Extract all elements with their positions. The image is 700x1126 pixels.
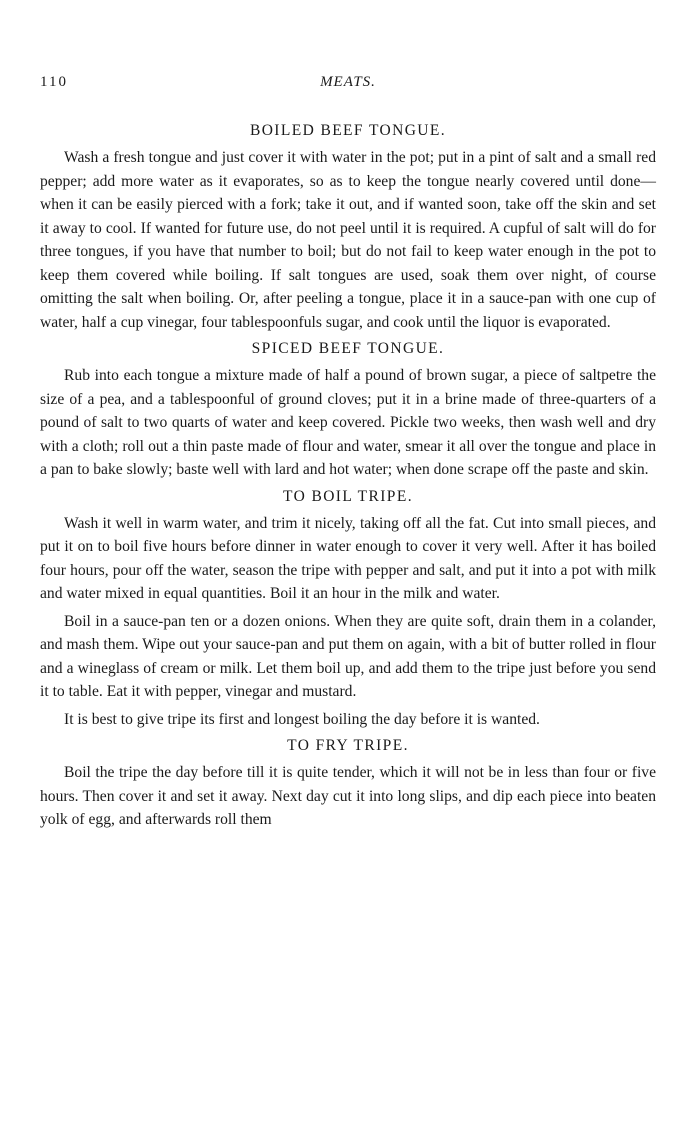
section-heading-spiced-beef-tongue: SPICED BEEF TONGUE. [251,340,445,357]
paragraph: Wash a fresh tongue and just cover it with water in the pot; put in a pint of salt and a small red pepper; add more water as it evaporates, so as to keep the tongue nearly covered until done—when it can be easily pierced with a fork; take it out, and if wanted soon, take off the skin and set it away to cool. If wanted for future use, do not peel until it is required. A cupful of salt will do for three tongues, if you have that number to boil; but do not fail to keep water enough in the pot to keep them covered while boiling. If salt tongues are used, soak them over night, of course omitting the salt when boiling. Or, after peeling a tongue, place it in a sauce-pan with one cup of water, half a cup vinegar, four tablespoonfuls sugar, and cook until the liquor is evaporated. [40,149,656,331]
section-heading-boiled-beef-tongue: BOILED BEEF TONGUE. [249,122,447,139]
paragraph: Rub into each tongue a mixture made of half a pound of brown sugar, a piece of saltpetre the size of a pea, and a tablespoonful of ground cloves; put it in a brine made of three-quarters of a pound of salt to two quarts of water and keep covered. Pickle two weeks, then wash well and dry with a cloth; roll out a thin paste made of flour and water, smear it all over the tongue and place in a pan to bake slowly; baste well with lard and hot water; when done scrape off the paste and skin. [40,367,656,478]
paragraph: Wash it well in warm water, and trim it nicely, taking off all the fat. Cut into small pieces, and put it on to boil five hours before dinner in water enough to cover it very well. After it has boiled four hours, pour off the water, season the tripe with pepper and salt, and put it into a pot with milk and water mixed in equal quantities. Boil it an hour in the milk and water. [40,514,656,602]
section-heading-to-boil-tripe: TO BOIL TRIPE. [283,487,413,505]
section-heading-to-fry-tripe: TO FRY TRIPE. [287,737,409,754]
paragraph: Boil in a sauce-pan ten or a dozen onions. When they are quite soft, drain them in a colander, and mash them. Wipe out your sauce-pan and put them on again, with a bit of butter rolled in flour and a wineglass of cream or milk. Let them boil up, and add them to the tripe just before you send it to table. Eat it with pepper, vinegar and mustard. [40,612,656,700]
running-title: MEATS. [320,74,376,90]
book-page [0,74,700,1126]
running-head [40,74,656,96]
paragraph: It is best to give tripe its first and longest boiling the day before it is wanted. [64,710,540,728]
paragraph: Boil the tripe the day before till it is quite tender, which it will not be in less than four or five hours. Then cover it and set it away. Next day cut it into long slips, and dip each piece into beaten yolk of egg, and afterwards roll them [40,764,656,828]
page-number: 110 [40,74,68,90]
